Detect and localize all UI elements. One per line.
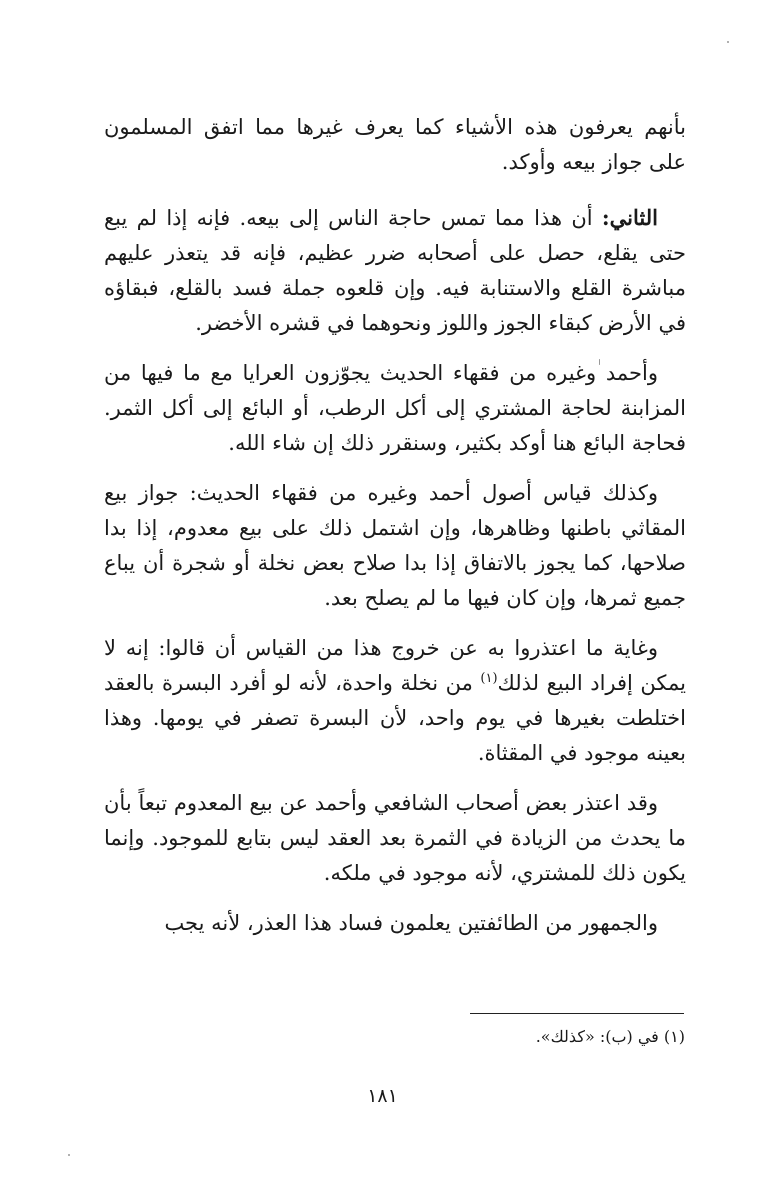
paragraph-7	[104, 906, 686, 941]
paragraph-3	[104, 356, 686, 461]
footnote-reference[interactable]: (١)	[480, 671, 498, 686]
paragraph-2	[104, 200, 686, 341]
paragraph-5-text-after: من نخلة واحدة، لأنه لو أفرد البسرة بالعقد اختلطت بغيرها في يوم واحد، لأن البسرة تصفر في يومها. وهذا بعينه موجود في المقثاة.	[104, 671, 686, 765]
paragraph-3-text: وأحمد وغيره من فقهاء الحديث يجوّزون العرايا مع ما فيها من المزابنة لحاجة المشتري إلى أكل الرطب، أو البائع إلى أكل الثمر. فحاجة البائع هنا أوكد بكثير، وسنقرر ذلك إن شاء الله.	[104, 361, 686, 455]
paragraph-4	[104, 476, 686, 616]
paragraph-7-text: والجمهور من الطائفتين يعلمون فساد هذا العذر، لأنه يجب	[164, 911, 658, 935]
page-number: ١٨١	[367, 1085, 398, 1107]
paragraph-1-text: بأنهم يعرفون هذه الأشياء كما يعرف غيرها مما اتفق المسلمون على جواز بيعه وأوكد.	[104, 115, 686, 174]
paragraph-2-text: أن هذا مما تمس حاجة الناس إلى بيعه. فإنه إذا لم يبع حتى يقلع، حصل على أصحابه ضرر عظيم، فإنه قد يتعذر عليهم مباشرة القلع والاستنابة فيه. وإن قلعوه جملة فسد بالقلع، فبقاؤه في الأرض كبقاء الجوز واللوز ونحوهما في قشره الأخضر.	[104, 206, 686, 335]
paragraph-6-text: وقد اعتذر بعض أصحاب الشافعي وأحمد عن بيع المعدوم تبعاً بأن ما يحدث من الزيادة في الثمرة بعد العقد ليس بتابع للموجود. وإنما يكون ذلك للمشتري، لأنه موجود في ملكه.	[104, 791, 686, 885]
paragraph-4-text: وكذلك قياس أصول أحمد وغيره من فقهاء الحديث: جواز بيع المقاثي باطنها وظاهرها، وإن اشتمل ذلك على بيع معدوم، إذا بدا صلاحها، كما يجوز بالاتفاق إذا بدا صلاح بعض نخلة أو شجرة أن يباع جميع ثمرها، وإن كان فيها ما لم يصلح بعد.	[104, 481, 686, 610]
paragraph-2-lead: الثاني:	[601, 205, 658, 230]
scan-speck	[727, 41, 729, 43]
footnote-divider	[470, 1013, 684, 1014]
paragraph-1	[104, 110, 686, 180]
scan-speck	[68, 1154, 70, 1156]
paragraph-5-text-before: وغاية ما اعتذروا به عن خروج هذا من القياس أن قالوا: إنه لا يمكن إفراد البيع لذلك	[104, 636, 686, 695]
paragraph-6	[104, 786, 686, 891]
paragraph-5	[104, 631, 686, 771]
footnote: (١) في (ب): «كذلك».	[535, 1027, 685, 1046]
body-text	[104, 110, 686, 941]
